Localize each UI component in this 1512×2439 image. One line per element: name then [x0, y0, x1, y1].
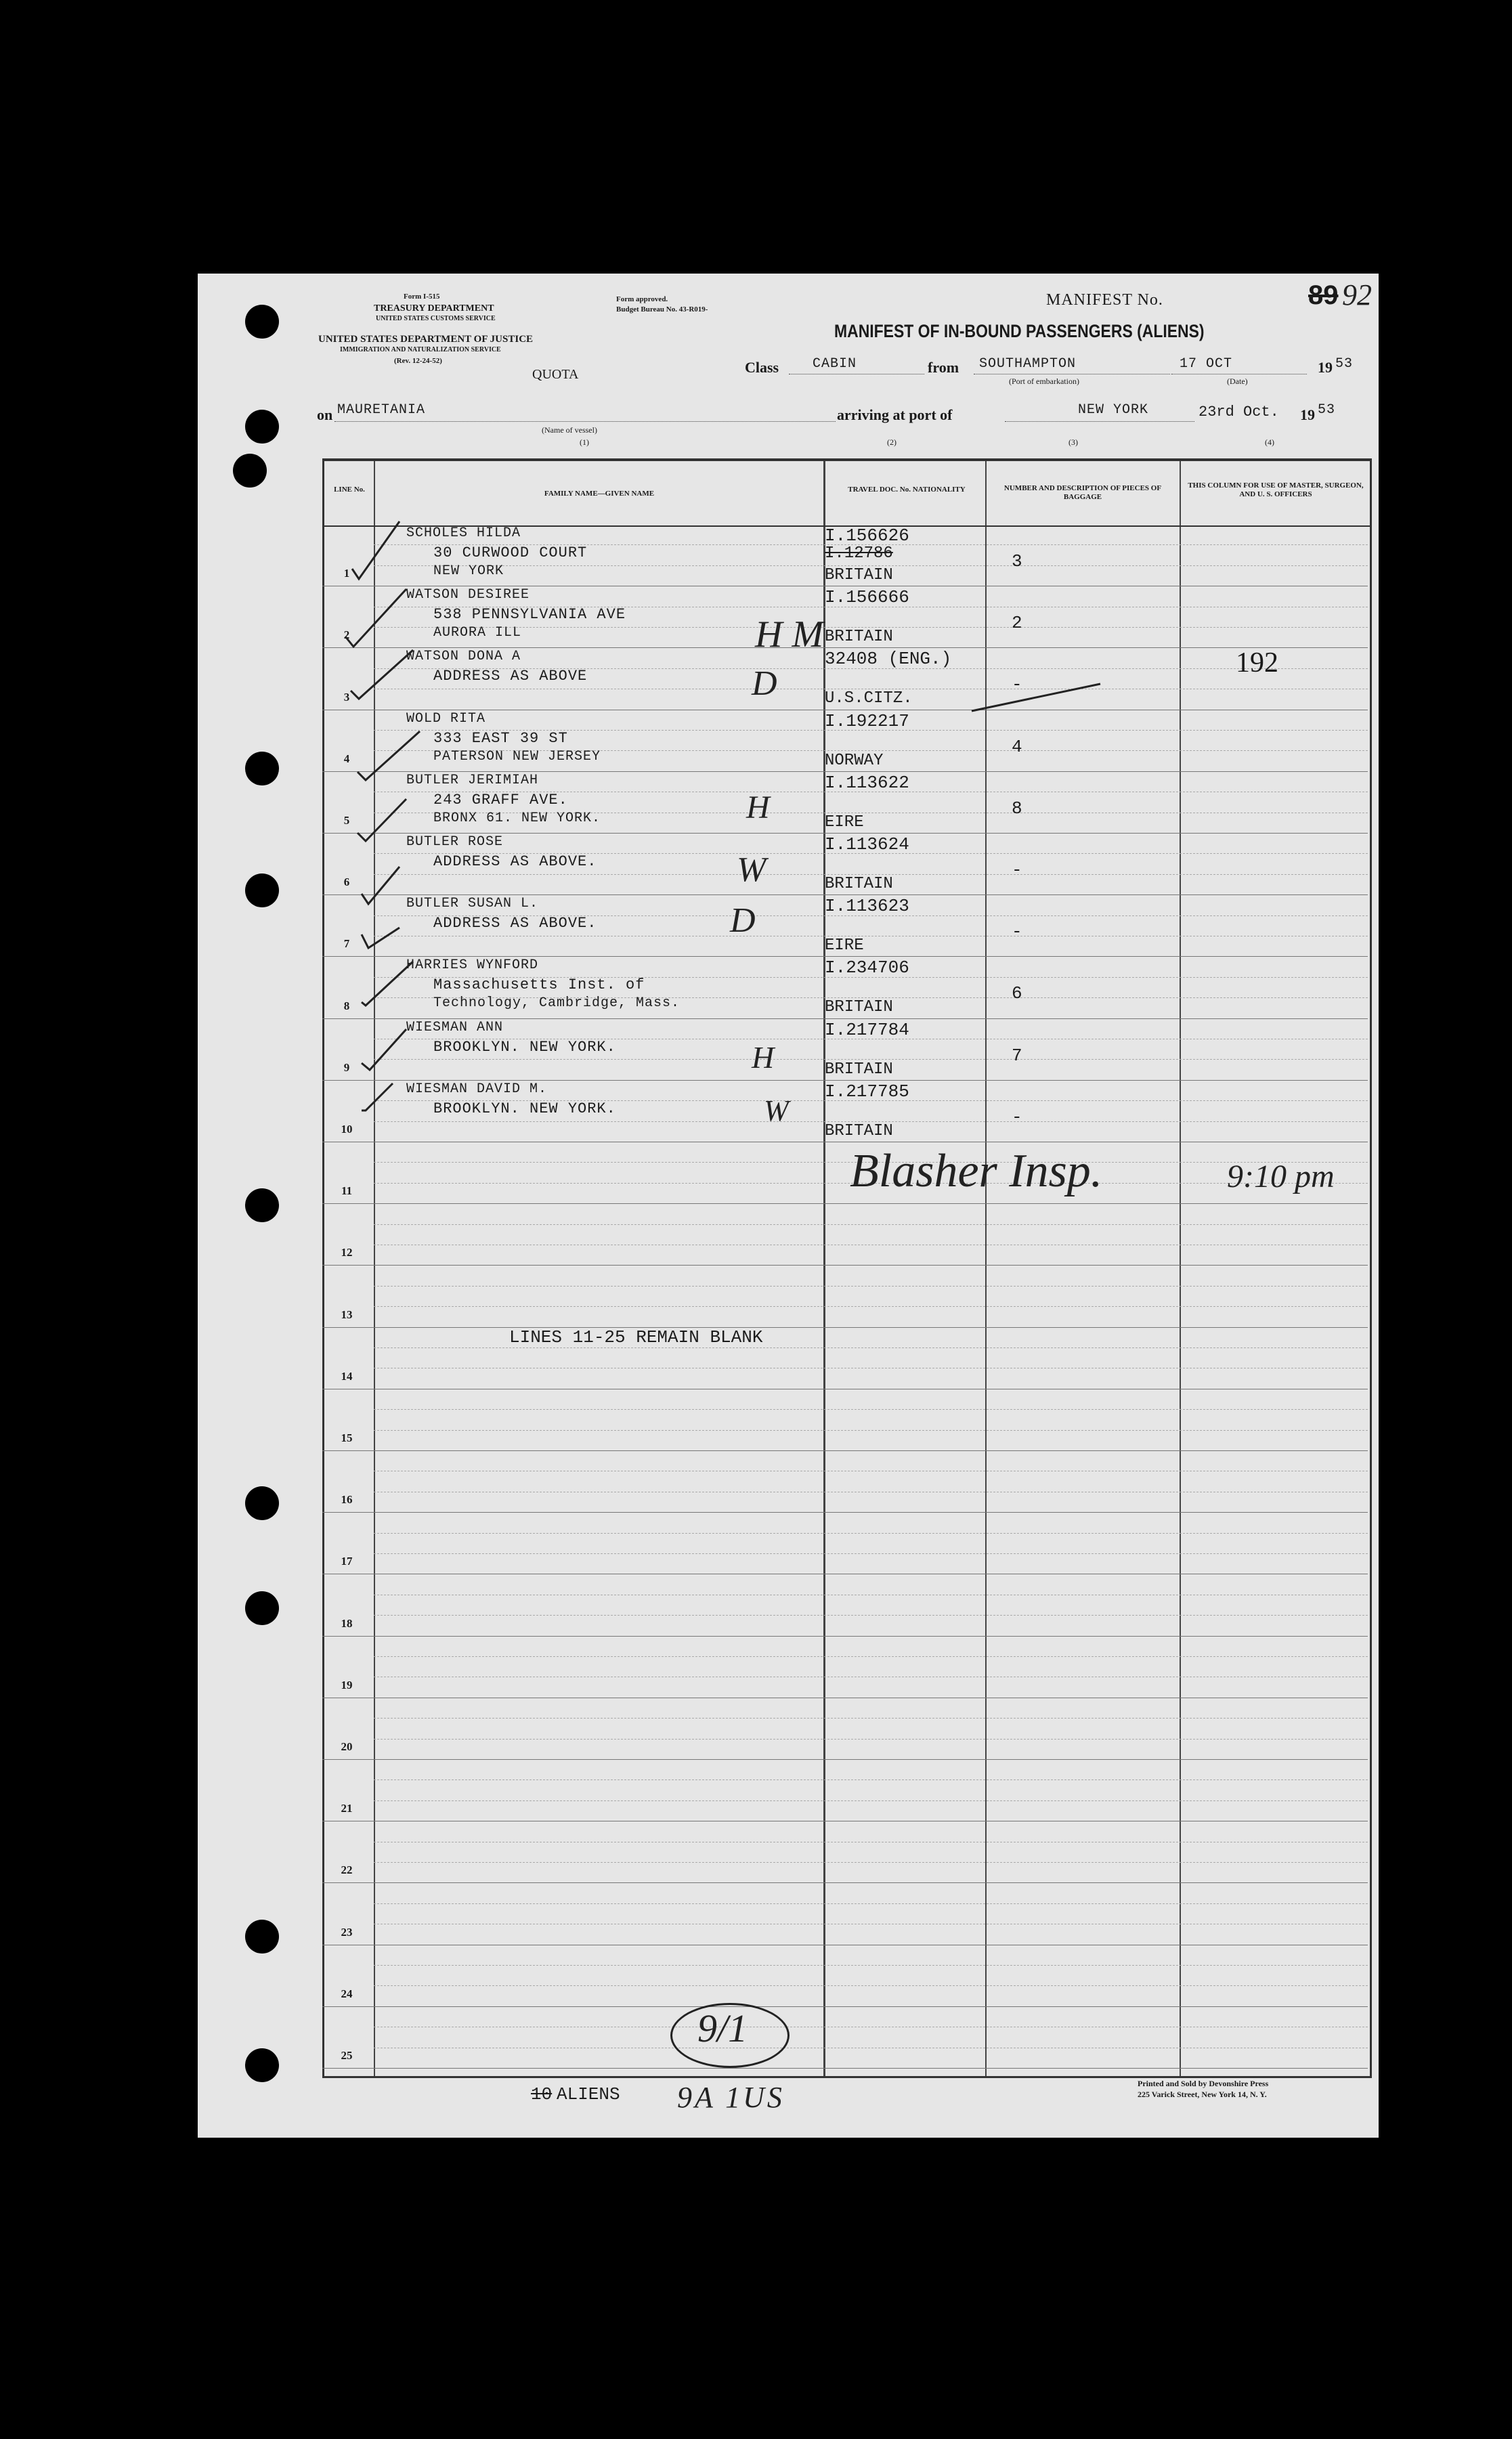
- nationality: BRITAIN: [825, 566, 893, 584]
- baggage-count: 8: [1012, 798, 1022, 819]
- nationality: BRITAIN: [825, 628, 893, 646]
- passenger-name: WIESMAN DAVID M.: [406, 1081, 548, 1097]
- punch-hole: [245, 1591, 279, 1625]
- travel-doc-no: I.156666: [825, 587, 909, 607]
- punch-hole: [245, 1920, 279, 1954]
- passenger-address: 243 GRAFF AVE.: [433, 792, 568, 808]
- hand-w-line10: W: [764, 1094, 789, 1127]
- passenger-name: BUTLER ROSE: [406, 834, 504, 850]
- row-guide: [374, 1347, 1368, 1348]
- row-guide: [374, 1718, 1368, 1719]
- baggage-count: 4: [1012, 737, 1022, 757]
- footer-handwritten-count: 9A 1US: [677, 2081, 785, 2114]
- manifest-no-struck: 89: [1308, 280, 1339, 310]
- travel-doc-no: I.113624: [825, 834, 909, 855]
- line-number: 8: [343, 999, 350, 1012]
- row-guide: [374, 1615, 1368, 1616]
- punch-hole: [233, 454, 267, 488]
- date-note: (Date): [1227, 376, 1248, 386]
- date-value: 17 OCT: [1180, 356, 1233, 372]
- row-guide: [374, 1533, 1368, 1534]
- line-number: 7: [343, 937, 350, 950]
- arrival-year: 53: [1318, 402, 1336, 418]
- baggage-count: 3: [1012, 551, 1022, 571]
- aliens-label: ALIENS: [557, 2084, 620, 2105]
- travel-doc-no: 32408 (ENG.): [825, 649, 952, 669]
- hand-d-line7: D: [730, 901, 756, 940]
- justice-label: UNITED STATES DEPARTMENT OF JUSTICE: [318, 334, 534, 345]
- nationality: EIRE: [825, 936, 864, 955]
- punch-hole: [245, 2048, 279, 2082]
- arrival-date: 23rd Oct.: [1198, 404, 1279, 420]
- passenger-address: ADDRESS AS ABOVE: [433, 668, 588, 685]
- hand-h-line5: H: [746, 790, 770, 825]
- quota-label: QUOTA: [532, 367, 579, 382]
- row-rule: [322, 833, 1368, 834]
- vessel-note: (Name of vessel): [542, 425, 597, 435]
- printer-line-2: 225 Varick Street, New York 14, N. Y.: [1138, 2090, 1267, 2099]
- baggage-count: -: [1012, 860, 1022, 880]
- circled-count-text: 9/1: [697, 2006, 748, 2050]
- travel-doc-no: I.217784: [825, 1020, 909, 1040]
- hand-d-line3: D: [752, 664, 777, 703]
- row-guide: [374, 1985, 1368, 1986]
- line-number: 10: [341, 1123, 353, 1136]
- row-rule: [322, 1265, 1368, 1266]
- col3-no: (3): [1068, 437, 1078, 447]
- line-number: 21: [341, 1802, 353, 1815]
- travel-doc-no: I.234706: [825, 957, 909, 978]
- line-number: 13: [341, 1308, 353, 1321]
- passenger-address: BROOKLYN. NEW YORK.: [433, 1039, 616, 1056]
- row-guide: [374, 1779, 1368, 1780]
- baggage-count: 2: [1012, 613, 1022, 633]
- row-guide: [374, 1800, 1368, 1801]
- col-header-baggage: NUMBER AND DESCRIPTION OF PIECES OF BAGGAGE: [1003, 484, 1162, 501]
- passenger-name: WIESMAN ANN: [406, 1020, 504, 1035]
- line-number: 15: [341, 1431, 353, 1444]
- passenger-name: BUTLER JERIMIAH: [406, 773, 539, 788]
- row-guide: [374, 1553, 1368, 1554]
- row-rule: [322, 894, 1368, 895]
- col-divider: [1180, 461, 1181, 2076]
- row-rule: [322, 771, 1368, 772]
- row-guide: [374, 1224, 1368, 1225]
- year-value: 53: [1335, 356, 1354, 372]
- row-rule: [322, 1327, 1368, 1328]
- row-rule: [322, 1080, 1368, 1081]
- passenger-address-2: PATERSON NEW JERSEY: [433, 749, 601, 764]
- travel-doc-no: I.192217: [825, 711, 909, 731]
- line-number: 23: [341, 1926, 353, 1939]
- col-header-travel-doc: TRAVEL DOC. No. NATIONALITY: [848, 485, 966, 494]
- col-header-line: LINE No.: [334, 485, 365, 494]
- passenger-address-2: BRONX 61. NEW YORK.: [433, 811, 601, 826]
- line-number: 2: [343, 628, 350, 641]
- nationality: BRITAIN: [825, 1122, 893, 1140]
- row-rule: [322, 1636, 1368, 1637]
- passenger-name: BUTLER SUSAN L.: [406, 896, 539, 911]
- passenger-address: Massachusetts Inst. of: [433, 976, 645, 993]
- line-number: 6: [343, 876, 350, 888]
- passenger-address: 538 PENNSYLVANIA AVE: [433, 606, 626, 623]
- line-number: 24: [341, 1987, 353, 2000]
- embark-note: (Port of embarkation): [1009, 376, 1079, 386]
- on-label: on: [317, 406, 333, 423]
- row-rule: [322, 2006, 1368, 2007]
- row-rule: [322, 1018, 1368, 1019]
- travel-doc-no: I.113623: [825, 896, 909, 916]
- treasury-label: TREASURY DEPARTMENT: [374, 303, 494, 314]
- baggage-count: 7: [1012, 1045, 1022, 1066]
- line-number: 22: [341, 1863, 353, 1876]
- row-rule: [322, 1450, 1368, 1451]
- row-rule: [322, 647, 1368, 648]
- passenger-name: SCHOLES HILDA: [406, 525, 521, 541]
- printer-line-1: Printed and Sold by Devonshire Press: [1138, 2079, 1269, 2088]
- col4-no: (4): [1265, 437, 1274, 447]
- row-guide: [374, 1430, 1368, 1431]
- travel-doc-no-struck: I.12786: [825, 544, 893, 563]
- nationality: BRITAIN: [825, 875, 893, 893]
- arrival-year-prefix: 19: [1300, 406, 1315, 423]
- manifest-title: MANIFEST OF IN-BOUND PASSENGERS (ALIENS): [834, 321, 1205, 341]
- immigration-label: IMMIGRATION AND NATURALIZATION SERVICE: [340, 346, 501, 353]
- row-rule: [322, 956, 1368, 957]
- class-value: CABIN: [813, 356, 857, 372]
- nationality: BRITAIN: [825, 998, 893, 1016]
- aliens-count-struck: 10: [531, 2084, 553, 2105]
- hand-hm: H M: [755, 613, 824, 655]
- passenger-name: WATSON DESIREE: [406, 587, 530, 603]
- passenger-address: 30 CURWOOD COURT: [433, 544, 588, 561]
- hand-h-line9: H: [752, 1040, 775, 1075]
- passenger-name: HARRIES WYNFORD: [406, 957, 539, 973]
- line-number: 3: [343, 691, 350, 704]
- row-guide: [374, 1965, 1368, 1966]
- passenger-address-2: AURORA ILL: [433, 625, 522, 641]
- hand-w-line6: W: [737, 850, 766, 889]
- punch-hole: [245, 752, 279, 785]
- baggage-count: 6: [1012, 983, 1022, 1003]
- passenger-address: ADDRESS AS ABOVE.: [433, 853, 597, 870]
- row-rule: [322, 1203, 1368, 1204]
- punch-hole: [245, 305, 279, 339]
- line-number: 20: [341, 1740, 353, 1753]
- row-guide: [374, 1739, 1368, 1740]
- form-approved: Form approved.: [616, 295, 668, 303]
- form-number: Form I-515: [404, 293, 440, 301]
- line-number: 16: [341, 1493, 353, 1506]
- manifest-no-label: MANIFEST No.: [1046, 291, 1163, 309]
- line-number: 12: [341, 1246, 353, 1259]
- port-underline: [1005, 421, 1194, 422]
- line-number: 18: [341, 1617, 353, 1630]
- punch-hole: [245, 1188, 279, 1222]
- col-header-name: FAMILY NAME—GIVEN NAME: [544, 490, 655, 498]
- col-header-officers: THIS COLUMN FOR USE OF MASTER, SURGEON, AND U. S. OFFICERS: [1188, 481, 1364, 498]
- passenger-address: ADDRESS AS ABOVE.: [433, 915, 597, 932]
- rev-label: (Rev. 12-24-52): [394, 357, 442, 365]
- vessel-name: MAURETANIA: [337, 402, 426, 418]
- line-number: 14: [341, 1370, 353, 1383]
- passenger-address: BROOKLYN. NEW YORK.: [433, 1100, 616, 1117]
- travel-doc-no: I.217785: [825, 1081, 909, 1102]
- inspection-time: 9:10 pm: [1227, 1159, 1335, 1194]
- passenger-address: 333 EAST 39 ST: [433, 730, 568, 747]
- nationality: NORWAY: [825, 752, 884, 770]
- line-number: 19: [341, 1679, 353, 1691]
- row-rule: [322, 1759, 1368, 1760]
- row-guide: [374, 1862, 1368, 1863]
- customs-label: UNITED STATES CUSTOMS SERVICE: [376, 315, 496, 322]
- from-label: from: [928, 359, 959, 376]
- punch-hole: [245, 873, 279, 907]
- col2-no: (2): [887, 437, 897, 447]
- nationality: EIRE: [825, 813, 864, 832]
- row-guide: [374, 1409, 1368, 1410]
- line-number: 5: [343, 814, 350, 827]
- year-prefix: 19: [1318, 359, 1333, 376]
- baggage-count: -: [1012, 1107, 1022, 1127]
- port-value: NEW YORK: [1078, 402, 1149, 418]
- row-rule: [322, 1512, 1368, 1513]
- line-number: 11: [341, 1184, 353, 1197]
- travel-doc-no: I.156626: [825, 525, 909, 546]
- passenger-name: WATSON DONA A: [406, 649, 521, 664]
- punch-hole: [245, 410, 279, 444]
- col1-no: (1): [580, 437, 589, 447]
- row-guide: [374, 1306, 1368, 1307]
- nationality: U.S.CITZ.: [825, 689, 913, 708]
- row-rule: [322, 2068, 1368, 2069]
- budget-bureau: Budget Bureau No. 43-R019-: [616, 305, 708, 314]
- vessel-underline: [334, 421, 836, 422]
- row-guide: [374, 1286, 1368, 1287]
- line-number: 17: [341, 1555, 353, 1568]
- passenger-name: WOLD RITA: [406, 711, 486, 727]
- from-value: SOUTHAMPTON: [979, 356, 1077, 372]
- manifest-no-value: 92: [1342, 278, 1372, 311]
- row-guide: [374, 1903, 1368, 1904]
- arriving-label: arriving at port of: [837, 406, 953, 423]
- baggage-count: -: [1012, 922, 1022, 942]
- check-marks: [339, 515, 433, 1124]
- punch-hole: [245, 1486, 279, 1520]
- travel-doc-no: I.113622: [825, 773, 909, 793]
- passenger-address-2: Technology, Cambridge, Mass.: [433, 995, 681, 1011]
- line-number: 1: [343, 567, 350, 580]
- slash-mark: [968, 677, 1104, 718]
- passenger-address-2: NEW YORK: [433, 563, 504, 579]
- line-number: 9: [343, 1061, 350, 1074]
- baggage-count: -: [1012, 674, 1022, 695]
- line-number: 25: [341, 2049, 353, 2062]
- row-guide: [374, 1656, 1368, 1657]
- row-rule: [322, 1882, 1368, 1883]
- line-number: 4: [343, 752, 350, 765]
- row-guide: [374, 1059, 1368, 1060]
- officer-number: 192: [1236, 647, 1278, 678]
- nationality: BRITAIN: [825, 1060, 893, 1079]
- inspector-signature: Blasher Insp.: [850, 1145, 1103, 1197]
- remain-blank-note: LINES 11-25 REMAIN BLANK: [509, 1327, 763, 1347]
- class-label: Class: [745, 359, 779, 376]
